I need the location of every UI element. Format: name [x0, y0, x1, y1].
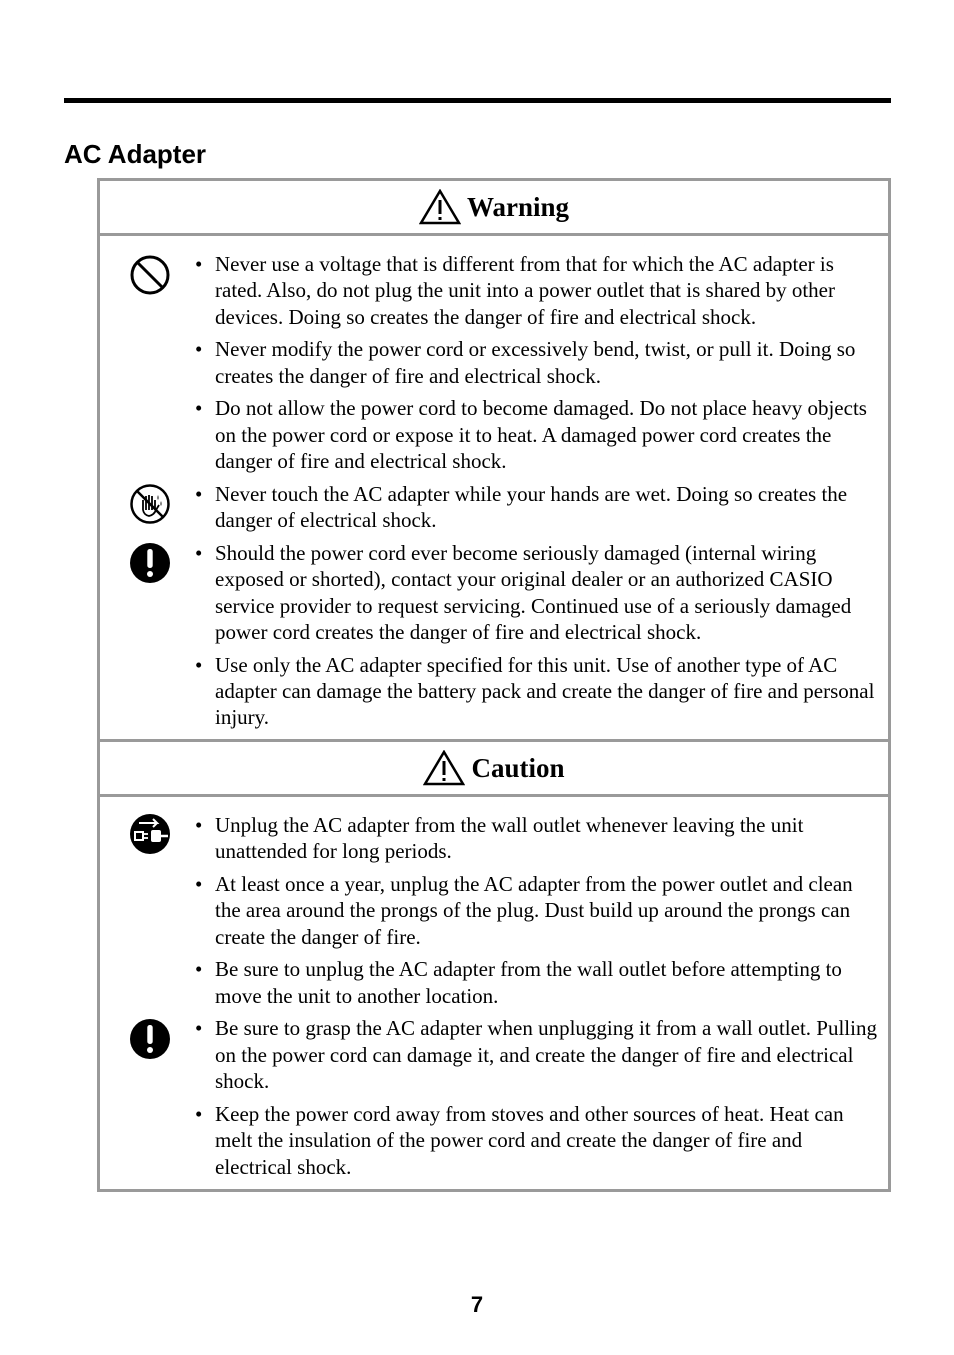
caution-header	[100, 742, 888, 797]
list-item: • Never touch the AC adapter while your hands are wet. Doing so creates the danger of electrical shock.	[195, 481, 880, 534]
caution-heading: Caution	[471, 752, 565, 783]
list-item: • Do not allow the power cord to become damaged. Do not place heavy objects on the power cord or expose it to heat. A damaged power cord creates the danger of fire and electrical shock.	[195, 395, 880, 474]
list-item: • Use only the AC adapter specified for this unit. Use of another type of AC adapter can damage the battery pack and create the danger of fire and personal injury.	[195, 652, 880, 731]
caution-list	[195, 812, 880, 1186]
caution-triangle-icon	[423, 750, 465, 786]
list-item: • Keep the power cord away from stoves and other sources of heat. Heat can melt the insulation of the power cord and create the danger of fire and electrical shock.	[195, 1101, 880, 1180]
unplug-icon	[129, 813, 171, 855]
list-item: • Be sure to unplug the AC adapter from the wall outlet before attempting to move the unit to another location.	[195, 956, 880, 1009]
warning-heading: Warning	[466, 191, 570, 222]
section-title: AC Adapter	[64, 139, 207, 169]
list-item: • Should the power cord ever become seriously damaged (internal wiring exposed or shorted), contact your original dealer or an authorized CASIO service provider to request servicing. Continued use of a seriously damaged power cord creates the danger of fire and electrical shock.	[195, 540, 880, 646]
mandatory-exclamation-icon	[129, 1018, 171, 1060]
list-item: • At least once a year, unplug the AC adapter from the power outlet and clean the area around the prongs of the plug. Dust build up around the prongs can create the danger of fire.	[195, 871, 880, 950]
list-item: • Never use a voltage that is different from that for which the AC adapter is rated. Also, do not plug the unit into a power outlet that is shared by other devices. Doing so creates the danger of fire and electrical shock.	[195, 251, 880, 330]
list-item: • Be sure to grasp the AC adapter when unplugging it from a wall outlet. Pulling on the power cord can damage it, and create the danger of fire and electrical shock.	[195, 1015, 880, 1094]
page-number: 7	[470, 1292, 484, 1317]
warning-header	[100, 181, 888, 236]
list-item: • Unplug the AC adapter from the wall outlet whenever leaving the unit unattended for long periods.	[195, 812, 880, 865]
warning-triangle-icon	[419, 189, 461, 225]
list-item: • Never modify the power cord or excessively bend, twist, or pull it. Doing so creates the danger of fire and electrical shock.	[195, 336, 880, 389]
warning-list	[195, 251, 880, 737]
caution-section	[100, 797, 888, 1189]
prohibited-icon	[129, 254, 171, 296]
warning-section	[100, 236, 888, 742]
safety-box	[97, 178, 891, 1192]
mandatory-exclamation-icon	[129, 542, 171, 584]
top-rule	[64, 98, 891, 103]
no-wet-hands-icon	[129, 483, 171, 525]
